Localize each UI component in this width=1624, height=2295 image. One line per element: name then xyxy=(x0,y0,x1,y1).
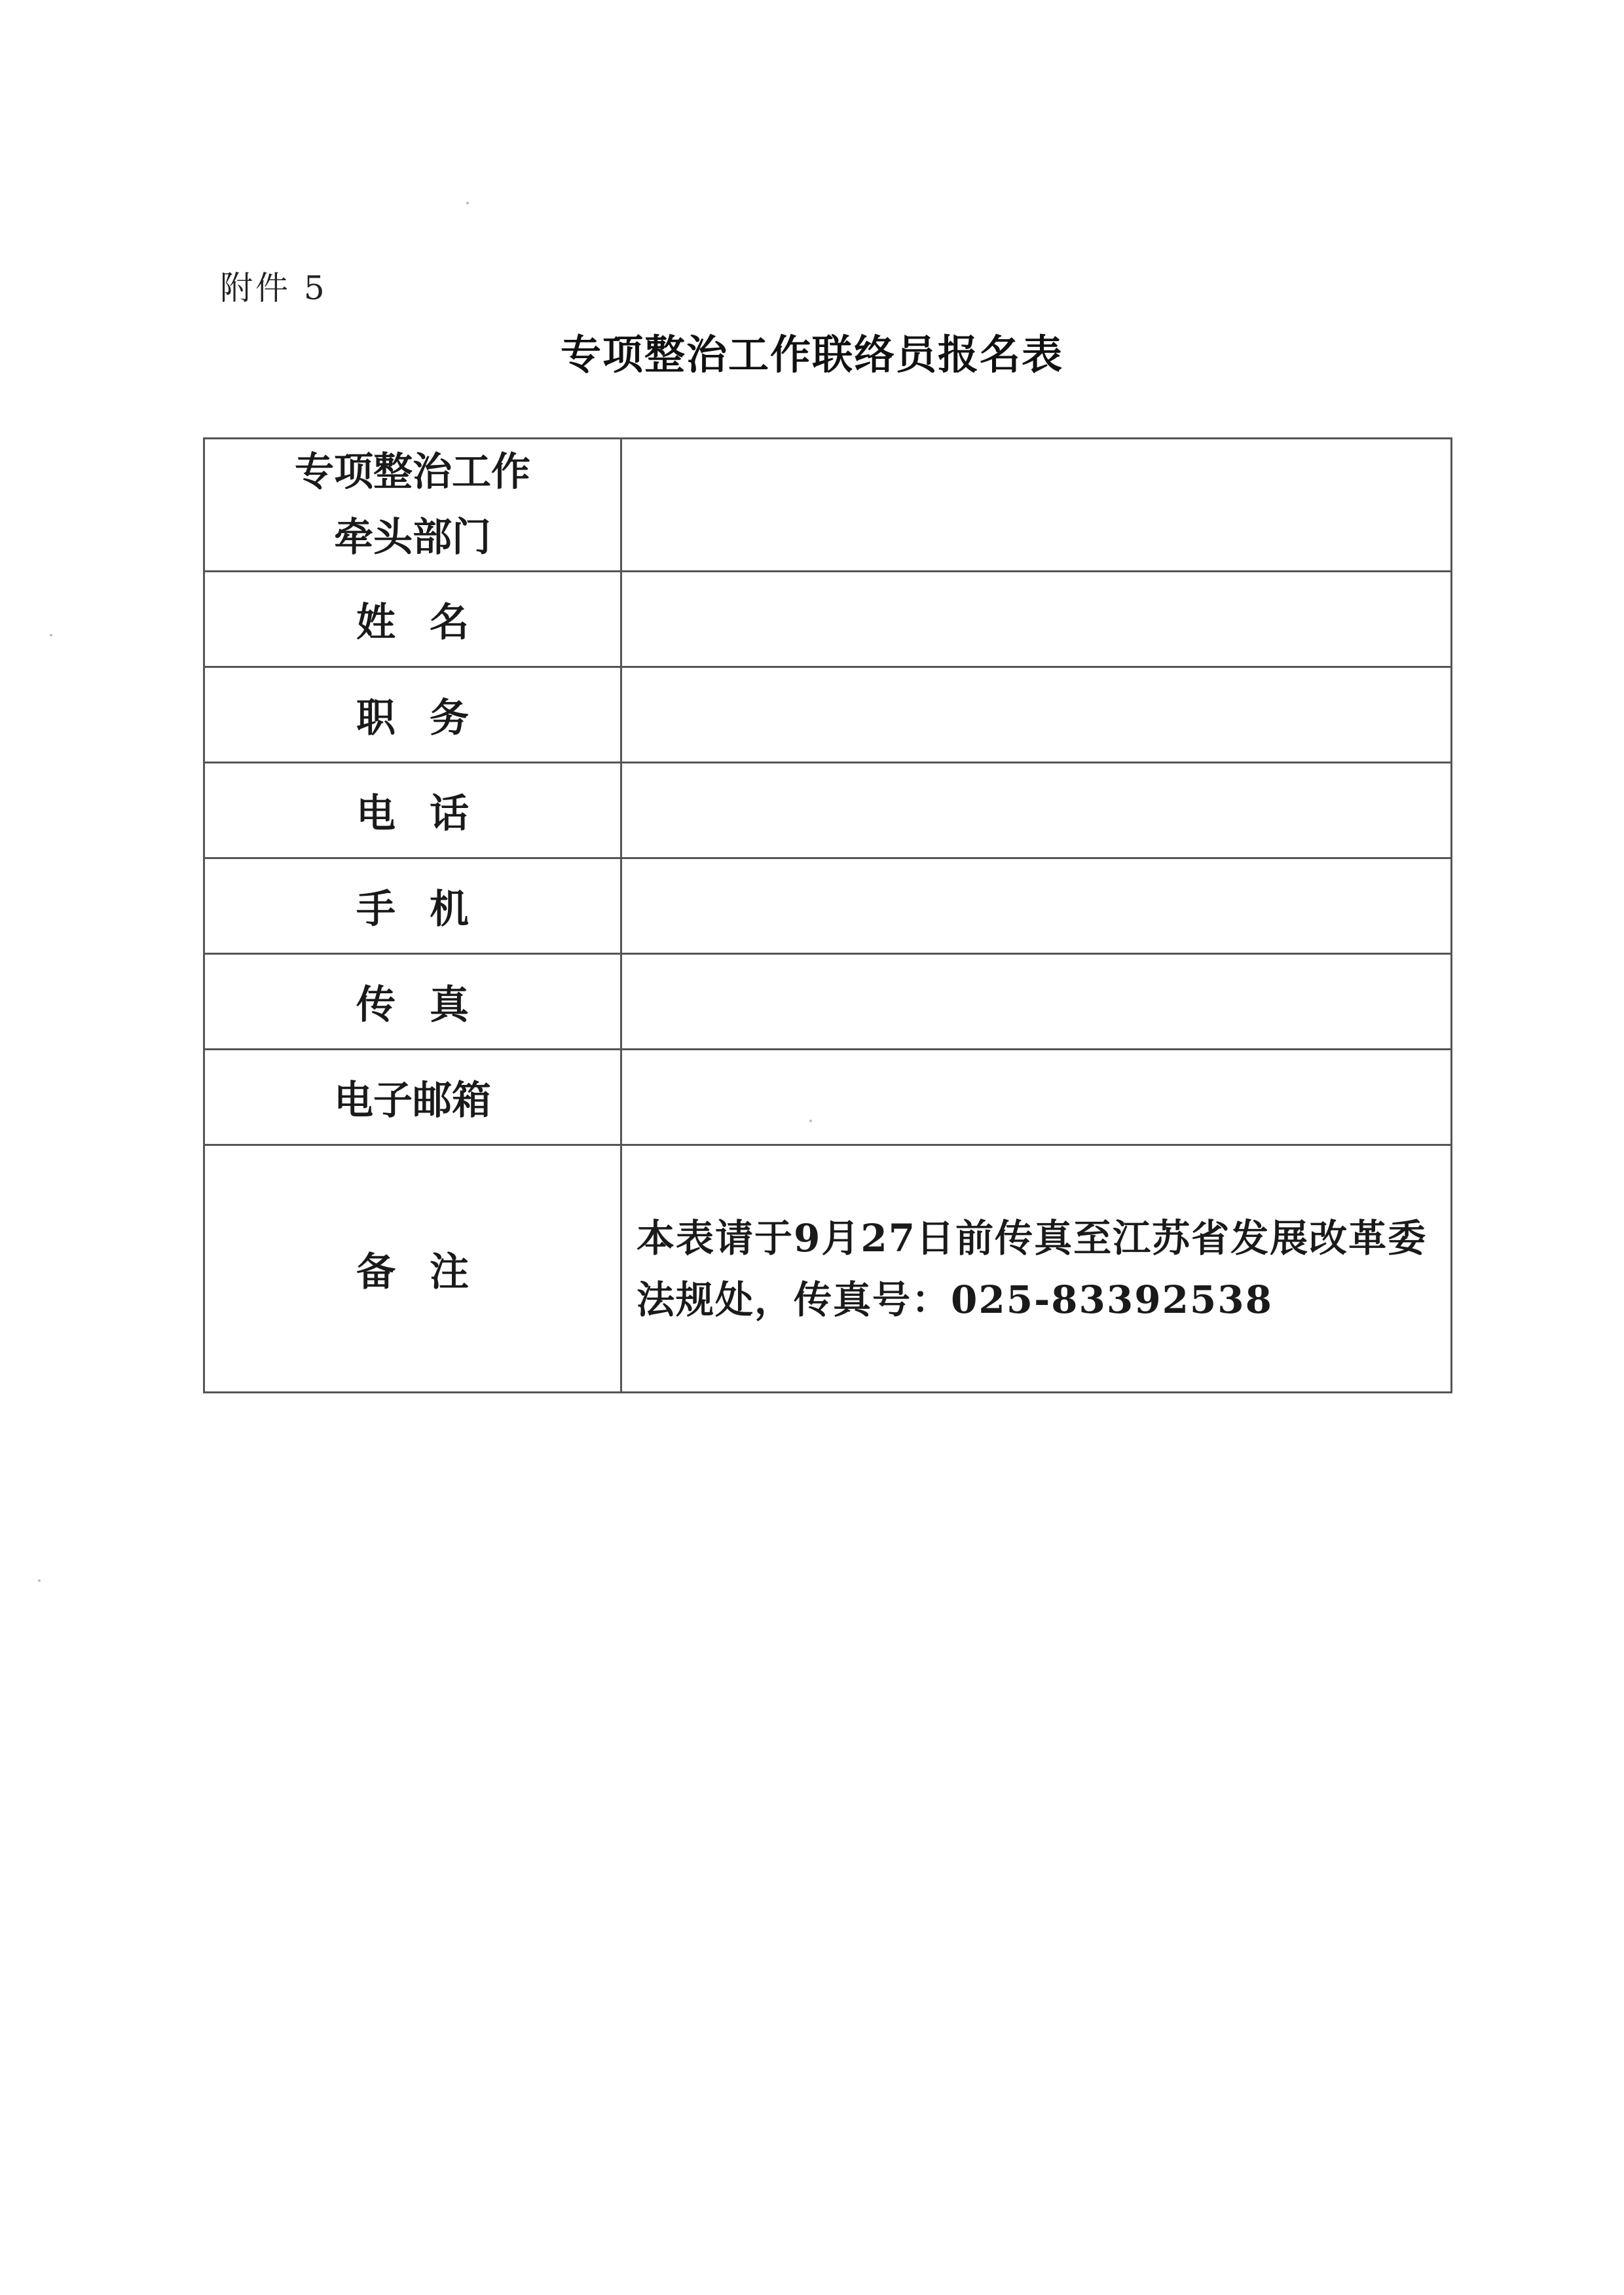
scan-speck xyxy=(38,1579,41,1582)
scan-speck xyxy=(809,1120,812,1122)
value-email[interactable] xyxy=(621,1050,1452,1145)
value-phone[interactable] xyxy=(621,763,1452,858)
registration-form-table xyxy=(203,437,1452,1393)
label-email: 电子邮箱 xyxy=(204,1050,621,1145)
form-row-fax xyxy=(204,954,1452,1050)
form-row-position xyxy=(204,667,1452,763)
label-position: 职务 xyxy=(204,667,621,763)
remarks-text: 本表请于9月27日前传真至江苏省发展改革委法规处，传真号：025-83392538 xyxy=(637,1215,1428,1322)
value-name[interactable] xyxy=(621,572,1452,667)
label-lead-department xyxy=(204,439,621,572)
value-fax[interactable] xyxy=(621,954,1452,1050)
value-lead-department[interactable] xyxy=(621,439,1452,572)
label-lead-department-line1: 专项整治工作 xyxy=(295,449,530,495)
value-mobile[interactable] xyxy=(621,858,1452,954)
attachment-label: 附件 5 xyxy=(220,269,327,307)
label-mobile: 手机 xyxy=(204,858,621,954)
form-row-lead-department xyxy=(204,439,1452,572)
scan-speck xyxy=(50,634,52,636)
label-remarks: 备注 xyxy=(204,1145,621,1393)
form-row-phone xyxy=(204,763,1452,858)
page-title: 专项整治工作联络员报名表 xyxy=(560,331,1063,378)
scan-speck xyxy=(466,202,469,204)
label-lead-department-line2: 牵头部门 xyxy=(334,515,491,560)
value-position[interactable] xyxy=(621,667,1452,763)
form-row-name xyxy=(204,572,1452,667)
label-fax: 传真 xyxy=(204,954,621,1050)
label-phone: 电话 xyxy=(204,763,621,858)
form-row-mobile xyxy=(204,858,1452,954)
label-name: 姓名 xyxy=(204,572,621,667)
form-row-email xyxy=(204,1050,1452,1145)
value-remarks xyxy=(621,1145,1452,1393)
form-row-remarks xyxy=(204,1145,1452,1393)
